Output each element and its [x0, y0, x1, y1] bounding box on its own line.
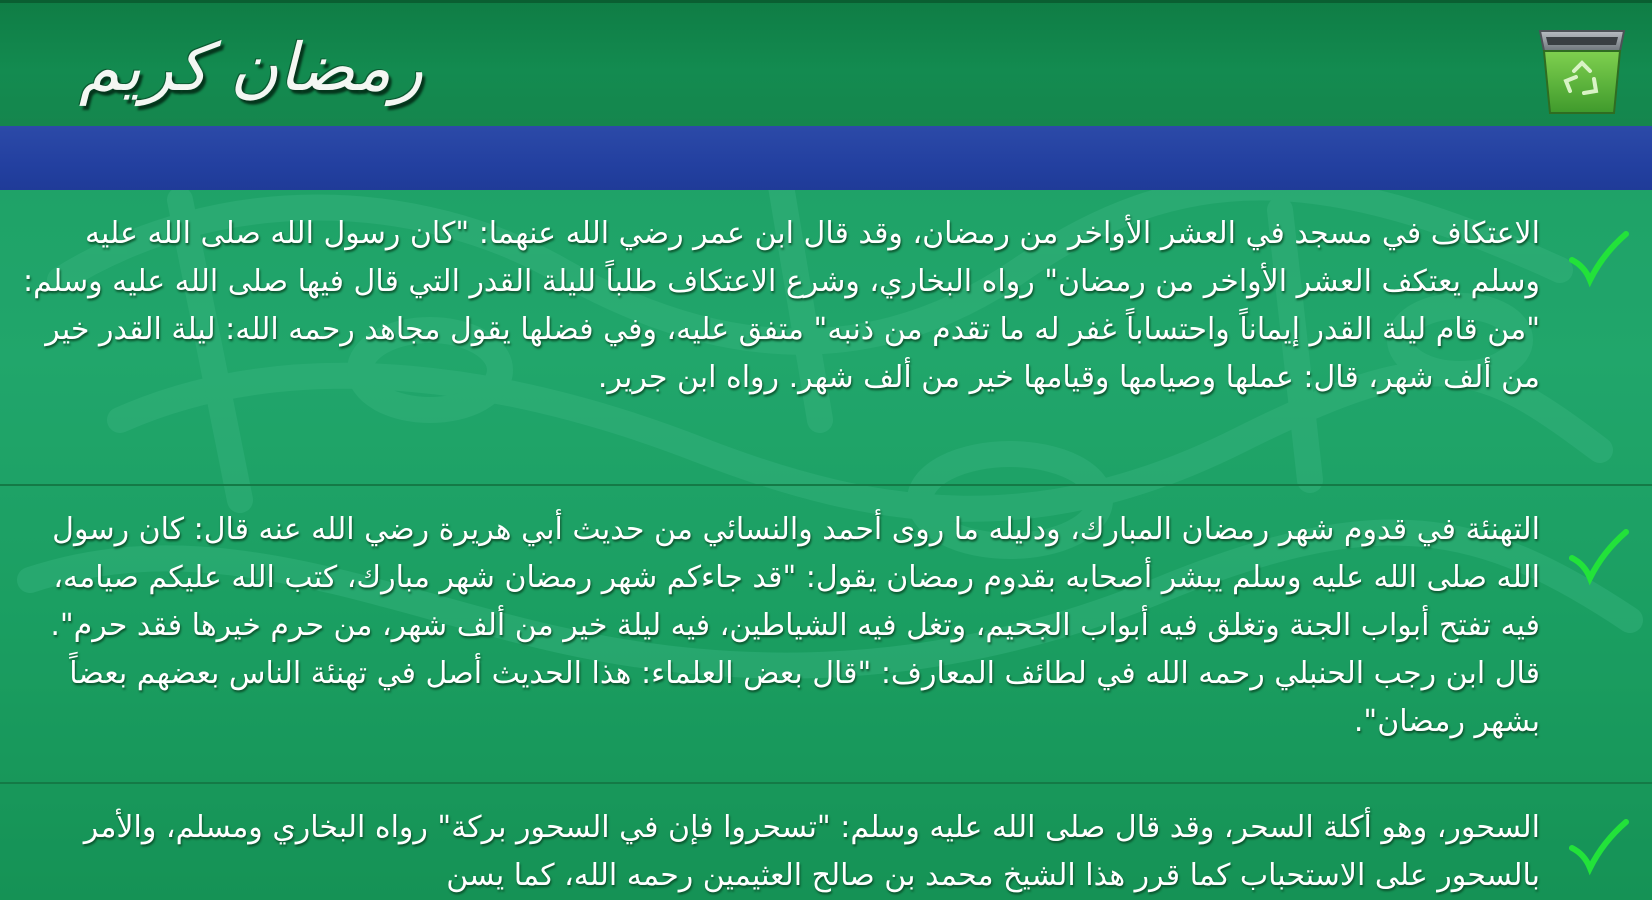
app-header — [0, 0, 1652, 126]
list-item[interactable] — [0, 784, 1652, 900]
app-title: رمضان كريم — [78, 28, 424, 106]
checkmark-icon — [1568, 528, 1630, 586]
tips-list — [0, 190, 1652, 900]
recycle-bin-icon — [1534, 25, 1630, 119]
list-item[interactable] — [0, 486, 1652, 784]
list-item-text: التهنئة في قدوم شهر رمضان المبارك، ودليله ما روى أحمد والنسائي من حديث أبي هريرة رضي الله عنه قال: كان رسول الله صلى الله عليه وسلم يبشر أصحابه بقدوم رمضان يقول: "قد جاءكم شهر رمضان شهر مبارك، كتب الله عليكم صيامه، فيه تفتح أبواب الجنة وتغلق فيه أبواب الجحيم، وتغل فيه الشياطين، فيه ليلة خير من ألف شهر، من حرم خيرها فقد حرم". قال ابن رجب الحنبلي رحمه الله في لطائف المعارف: "قال بعض العلماء: هذا الحديث أصل في تهنئة الناس بعضهم بعضاً بشهر رمضان". — [50, 512, 1540, 739]
recycle-bin-button[interactable] — [1534, 25, 1630, 119]
list-item-text: السحور، وهو أكلة السحر، وقد قال صلى الله عليه وسلم: "تسحروا فإن في السحور بركة" رواه البخاري ومسلم، والأمر بالسحور على الاستحباب كما قرر هذا الشيخ محمد بن صالح العثيمين رحمه الله، كما يسن — [83, 810, 1540, 893]
list-item-text: الاعتكاف في مسجد في العشر الأواخر من رمضان، وقد قال ابن عمر رضي الله عنهما: "كان رسول الله صلى الله عليه وسلم يعتكف العشر الأواخر من رمضان" رواه البخاري، وشرع الاعتكاف طلباً لليلة القدر التي قال فيها صلى الله عليه وسلم: "من قام ليلة القدر إيماناً واحتساباً غفر له ما تقدم من ذنبه" متفق عليه، وفي فضلها يقول مجاهد رحمه الله: ليلة القدر خير من ألف شهر، قال: عملها وصيامها وقيامها خير من ألف شهر. رواه ابن جرير. — [23, 216, 1540, 395]
section-band — [0, 126, 1652, 190]
list-item[interactable] — [0, 190, 1652, 486]
checkmark-icon — [1568, 818, 1630, 876]
checkmark-icon — [1568, 230, 1630, 288]
